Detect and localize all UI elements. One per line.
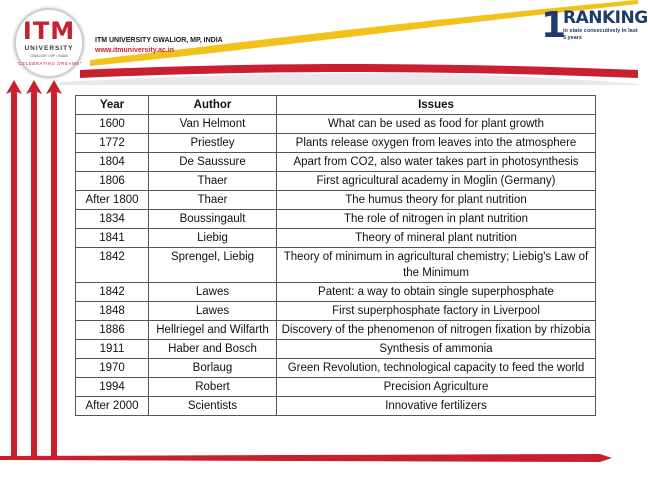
cell-issues: Discovery of the phenomenon of nitrogen fixation by rhizobia xyxy=(277,321,596,340)
table-row xyxy=(76,378,596,397)
history-table xyxy=(75,95,596,416)
cell-author: Boussingault xyxy=(149,210,277,229)
table-header-row xyxy=(76,96,596,115)
ranking-number: 1 xyxy=(541,5,567,46)
cell-author: Sprengel, Liebig xyxy=(149,248,277,283)
arrow-up-icon xyxy=(46,80,62,460)
table-row xyxy=(76,248,596,283)
ranking-word: RANKING xyxy=(563,8,648,28)
cell-issues: The role of nitrogen in plant nutrition xyxy=(277,210,596,229)
cell-year: 1804 xyxy=(76,153,149,172)
cell-author: Liebig xyxy=(149,229,277,248)
arrow-up-icon xyxy=(26,80,42,460)
ranking-sub-line1: in state consecutively in last xyxy=(563,28,638,34)
cell-year: 1806 xyxy=(76,172,149,191)
cell-year: 1842 xyxy=(76,248,149,283)
cell-author: Haber and Bosch xyxy=(149,340,277,359)
ranking-subtitle xyxy=(563,28,638,41)
university-url: www.itmuniversity.ac.in xyxy=(95,47,174,54)
cell-year: After 2000 xyxy=(76,397,149,416)
cell-author: De Saussure xyxy=(149,153,277,172)
cell-year: After 1800 xyxy=(76,191,149,210)
table-row xyxy=(76,134,596,153)
itm-logo xyxy=(14,8,84,78)
table-row xyxy=(76,397,596,416)
cell-issues: Patent: a way to obtain single superphosphate xyxy=(277,283,596,302)
cell-year: 1600 xyxy=(76,115,149,134)
cell-issues: Innovative fertilizers xyxy=(277,397,596,416)
logo-tagline: "CELEBRATING DREAMS" xyxy=(16,61,82,66)
table-row xyxy=(76,191,596,210)
decorative-arrows xyxy=(0,80,70,470)
cell-issues: Apart from CO2, also water takes part in photosynthesis xyxy=(277,153,596,172)
table-row xyxy=(76,340,596,359)
cell-issues: Green Revolution, technological capacity to feed the world xyxy=(277,359,596,378)
logo-text: ITM xyxy=(22,17,76,45)
cell-year: 1834 xyxy=(76,210,149,229)
table-row xyxy=(76,210,596,229)
cell-year: 1772 xyxy=(76,134,149,153)
cell-issues: First superphosphate factory in Liverpool xyxy=(277,302,596,321)
cell-author: Borlaug xyxy=(149,359,277,378)
cell-author: Thaer xyxy=(149,172,277,191)
cell-issues: Plants release oxygen from leaves into the atmosphere xyxy=(277,134,596,153)
table-row xyxy=(76,283,596,302)
cell-year: 1848 xyxy=(76,302,149,321)
ranking-sub-line2: 5 years xyxy=(563,34,582,41)
history-table-wrap xyxy=(75,95,595,416)
university-name: ITM UNIVERSITY GWALIOR, MP, INDIA xyxy=(95,37,223,44)
cell-year: 1970 xyxy=(76,359,149,378)
table-body xyxy=(76,115,596,416)
cell-author: Lawes xyxy=(149,283,277,302)
arrow-up-icon xyxy=(6,80,22,460)
table-row xyxy=(76,359,596,378)
cell-year: 1994 xyxy=(76,378,149,397)
cell-issues: Precision Agriculture xyxy=(277,378,596,397)
table-row xyxy=(76,153,596,172)
cell-issues: Synthesis of ammonia xyxy=(277,340,596,359)
cell-year: 1842 xyxy=(76,283,149,302)
bottom-bar xyxy=(0,448,638,478)
header-issues: Issues xyxy=(277,96,596,115)
table-row xyxy=(76,302,596,321)
cell-author: Lawes xyxy=(149,302,277,321)
cell-issues: The humus theory for plant nutrition xyxy=(277,191,596,210)
ranking-badge xyxy=(541,5,648,46)
logo-location: GWALIOR • MP • INDIA xyxy=(30,54,68,58)
cell-author: Thaer xyxy=(149,191,277,210)
cell-year: 1886 xyxy=(76,321,149,340)
cell-year: 1911 xyxy=(76,340,149,359)
cell-issues: What can be used as food for plant growth xyxy=(277,115,596,134)
table-row xyxy=(76,321,596,340)
table-row xyxy=(76,229,596,248)
cell-year: 1841 xyxy=(76,229,149,248)
cell-author: Scientists xyxy=(149,397,277,416)
slide-header xyxy=(0,0,648,85)
table-row xyxy=(76,115,596,134)
cell-author: Priestley xyxy=(149,134,277,153)
cell-issues: Theory of minimum in agricultural chemistry; Liebig's Law of the Minimum xyxy=(277,248,596,283)
cell-issues: First agricultural academy in Moglin (Germany) xyxy=(277,172,596,191)
header-author: Author xyxy=(149,96,277,115)
header-year: Year xyxy=(76,96,149,115)
cell-author: Hellriegel and Wilfarth xyxy=(149,321,277,340)
cell-issues: Theory of mineral plant nutrition xyxy=(277,229,596,248)
cell-author: Robert xyxy=(149,378,277,397)
table-row xyxy=(76,172,596,191)
cell-author: Van Helmont xyxy=(149,115,277,134)
logo-university: UNIVERSITY xyxy=(24,45,74,52)
